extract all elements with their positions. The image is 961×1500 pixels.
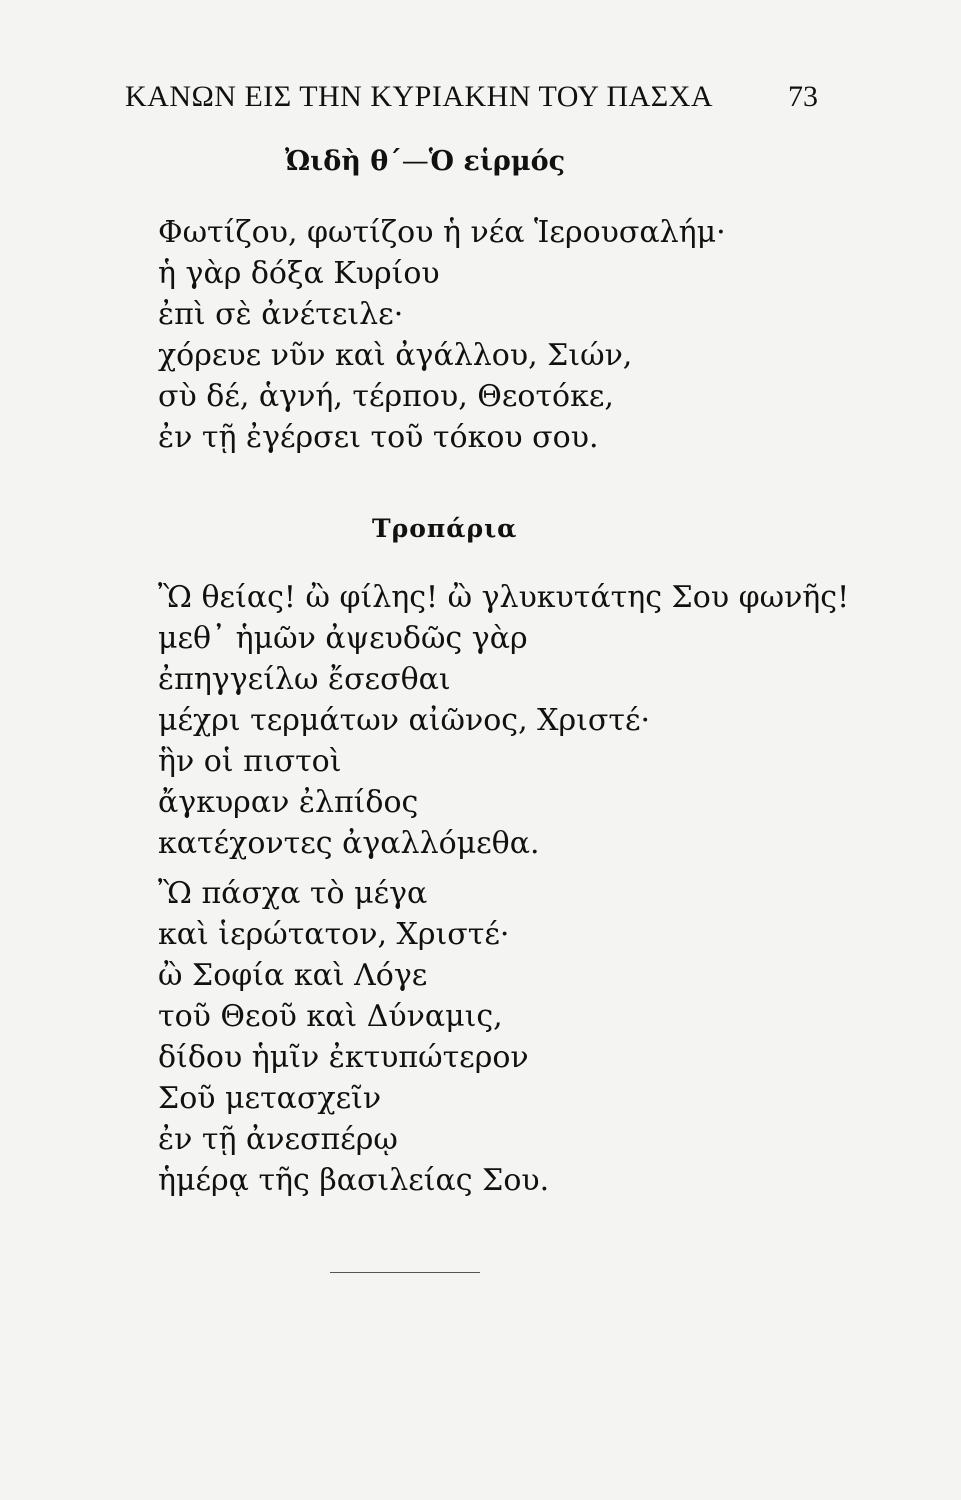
verse-line: ἡ γὰρ δόξα Κυρίου bbox=[158, 256, 440, 291]
ode-heading bbox=[285, 146, 565, 177]
verse-line: χόρευε νῦν καὶ ἀγάλλου, Σιών, bbox=[158, 338, 633, 373]
verse-line: ἄγκυραν ἐλπίδος bbox=[158, 785, 419, 820]
verse-line: σὺ δέ, ἁγνή, τέρπου, Θεοτόκε, bbox=[158, 379, 614, 414]
verse-line: καὶ ἱερώτατον, Χριστέ· bbox=[158, 917, 510, 952]
verse-line: μεθ᾿ ἡμῶν ἀψευδῶς γὰρ bbox=[158, 621, 528, 656]
verse-line: δίδου ἡμῖν ἐκτυπώτερον bbox=[158, 1040, 529, 1075]
ode-label: Ὠιδὴ θ΄ bbox=[285, 146, 402, 177]
troparion-stanza-2 bbox=[158, 873, 549, 1201]
verse-line: ἐν τῇ ἀνεσπέρῳ bbox=[158, 1122, 398, 1157]
verse-line: ἐν τῇ ἐγέρσει τοῦ τόκου σου. bbox=[158, 420, 599, 455]
troparia-heading: Τροπάρια bbox=[372, 514, 518, 543]
irmos-label: Ὁ εἱρμός bbox=[428, 146, 566, 177]
verse-line: ἡμέρᾳ τῆς βασιλείας Σου. bbox=[158, 1163, 550, 1198]
verse-line: Ὢ πάσχα τὸ μέγα bbox=[158, 876, 428, 911]
troparion-stanza-1 bbox=[158, 577, 849, 864]
verse-line: ἐπὶ σὲ ἀνέτειλε· bbox=[158, 297, 404, 332]
ode-separator: — bbox=[401, 146, 429, 177]
verse-line: μέχρι τερμάτων αἰῶνος, Χριστέ· bbox=[158, 703, 651, 738]
verse-line: Φωτίζου, φωτίζου ἡ νέα Ἱερουσαλήμ· bbox=[158, 215, 726, 250]
page-number: 73 bbox=[788, 80, 818, 113]
verse-line: Ὢ θείας! ὢ φίλης! ὢ γλυκυτάτης Σου φωνῆς! bbox=[158, 580, 850, 615]
irmos-stanza bbox=[158, 212, 726, 458]
end-rule bbox=[330, 1272, 480, 1273]
verse-line: κατέχοντες ἀγαλλόμεθα. bbox=[158, 826, 540, 861]
running-title: ΚΑΝΩΝ ΕΙΣ ΤΗΝ ΚΥΡΙΑΚΗΝ ΤΟΥ ΠΑΣΧΑ bbox=[125, 80, 714, 113]
verse-line: ὢ Σοφία καὶ Λόγε bbox=[158, 958, 428, 993]
verse-line: Σοῦ μετασχεῖν bbox=[158, 1081, 382, 1116]
verse-line: τοῦ Θεοῦ καὶ Δύναμις, bbox=[158, 999, 503, 1034]
verse-line: ἣν οἱ πιστοὶ bbox=[158, 744, 342, 779]
verse-line: ἐπηγγείλω ἔσεσθαι bbox=[158, 662, 451, 697]
